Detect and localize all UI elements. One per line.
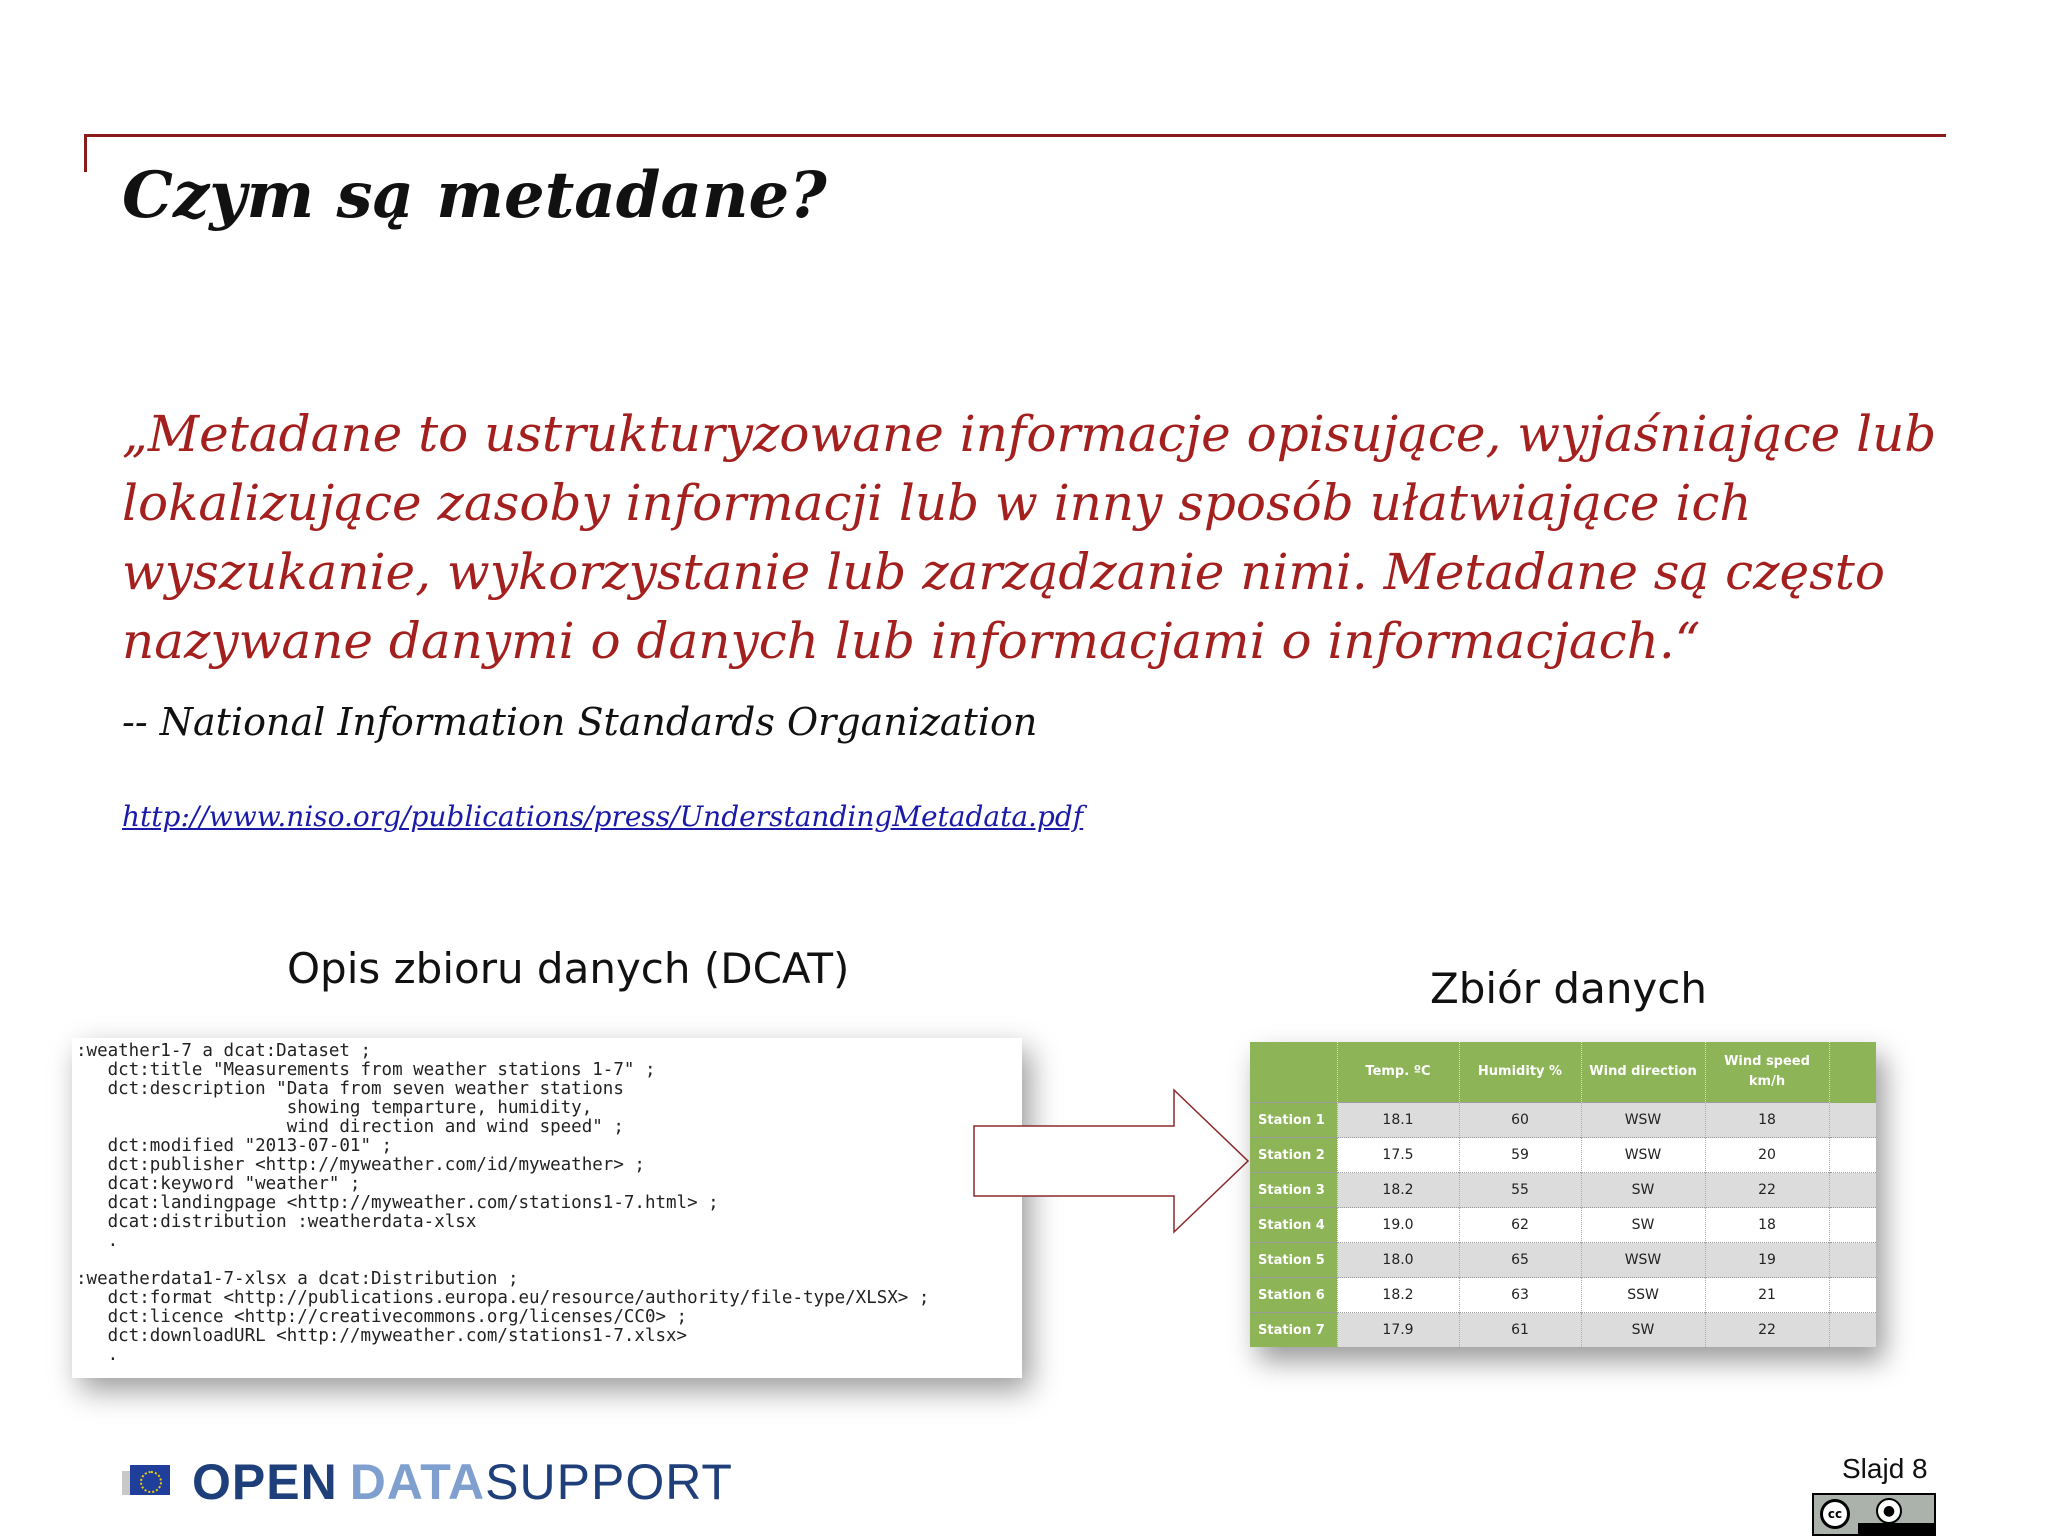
eu-flag-icon [122, 1463, 180, 1501]
table-cell: WSW [1581, 1103, 1705, 1138]
table-cell [1829, 1103, 1876, 1138]
station-cell: Station 4 [1250, 1208, 1337, 1243]
logo-support-text: SUPPORT [485, 1454, 733, 1510]
table-row [1250, 1138, 1876, 1173]
table-row [1250, 1103, 1876, 1138]
column-header: Humidity % [1459, 1042, 1581, 1103]
station-cell: Station 3 [1250, 1173, 1337, 1208]
table-row [1250, 1208, 1876, 1243]
dataset-label: Zbiór danych [1430, 964, 1707, 1013]
table-cell: 60 [1459, 1103, 1581, 1138]
dcat-code-panel [72, 1038, 1022, 1378]
table-cell: 18 [1705, 1103, 1829, 1138]
table-cell: 18.2 [1337, 1173, 1459, 1208]
table-cell: 55 [1459, 1173, 1581, 1208]
table-cell: 18 [1705, 1208, 1829, 1243]
table-cell [1829, 1208, 1876, 1243]
title-rule [84, 134, 1946, 137]
table-row [1250, 1173, 1876, 1208]
table-row [1250, 1278, 1876, 1313]
table-cell: 22 [1705, 1173, 1829, 1208]
by-strip [1858, 1523, 1934, 1534]
cc-by-license-icon [1812, 1493, 1936, 1536]
table-cell: SW [1581, 1208, 1705, 1243]
slide-title: Czym są metadane? [122, 158, 827, 233]
column-header: Wind direction [1581, 1042, 1705, 1103]
dcat-code: :weather1-7 a dcat:Dataset ; dct:title "Measurements from weather stations 1-7" ; dct:description "Data from seven weather stations showing temparture, humidity, wind direction and wind speed" ; dct:modified "2013-07-01" ; dct:publisher <http://myweather.com/id/myweather> ; dcat:keyword "weather" ; dcat:landingpage <http://myweather.com/stations1-7.html> ; dcat:distribution :weatherdata-xlsx . :weatherdata1-7-xlsx a dcat:Distribution ; dct:format <http://publications.europa.eu/resource/authority/file-type/XLSX> ; dct:licence <http://creativecommons.org/licenses/CC0> ; dct:downloadURL <http://myweather.com/stations1-7.xlsx> . [76, 1041, 930, 1365]
source-link[interactable]: http://www.niso.org/publications/press/UnderstandingMetadata.pdf [122, 800, 1084, 833]
station-cell: Station 5 [1250, 1243, 1337, 1278]
table-cell: 19.0 [1337, 1208, 1459, 1243]
open-data-support-logo [122, 1452, 733, 1512]
column-header [1250, 1042, 1337, 1103]
dataset-table [1250, 1042, 1876, 1347]
title-rule-corner [84, 134, 87, 172]
table-cell: 63 [1459, 1278, 1581, 1313]
table-cell [1829, 1313, 1876, 1348]
station-cell: Station 6 [1250, 1278, 1337, 1313]
station-cell: Station 1 [1250, 1103, 1337, 1138]
table-cell: SW [1581, 1313, 1705, 1348]
by-person-icon: ● [1876, 1498, 1902, 1524]
slide-number: Slajd 8 [1842, 1453, 1928, 1484]
table-cell: 19 [1705, 1243, 1829, 1278]
table-cell: 22 [1705, 1313, 1829, 1348]
table-cell: 18.2 [1337, 1278, 1459, 1313]
table-cell [1829, 1138, 1876, 1173]
table-row [1250, 1243, 1876, 1278]
column-header [1829, 1042, 1876, 1103]
table-cell: WSW [1581, 1138, 1705, 1173]
table-cell: SW [1581, 1173, 1705, 1208]
table-cell: 62 [1459, 1208, 1581, 1243]
column-header: Wind speed km/h [1705, 1042, 1829, 1103]
dcat-label: Opis zbioru danych (DCAT) [287, 944, 850, 993]
station-cell: Station 2 [1250, 1138, 1337, 1173]
table-cell: 61 [1459, 1313, 1581, 1348]
table-cell: 18.0 [1337, 1243, 1459, 1278]
quote-author: -- National Information Standards Organization [122, 700, 1038, 744]
table-cell: 21 [1705, 1278, 1829, 1313]
table-cell: 17.9 [1337, 1313, 1459, 1348]
definition-quote: „Metadane to ustrukturyzowane informacje opisujące, wyjaśniające lub lokalizujące zasoby informacji lub w inny sposób ułatwiające ich wyszukanie, wykorzystanie lub zarządzanie nimi. Metadane są często nazywane danymi o danych lub informacjami o informacjach.“ [122, 405, 1937, 670]
table-cell: WSW [1581, 1243, 1705, 1278]
table-cell: 65 [1459, 1243, 1581, 1278]
table-cell: 17.5 [1337, 1138, 1459, 1173]
arrow-right-icon [972, 1088, 1250, 1234]
table-cell [1829, 1173, 1876, 1208]
column-header: Temp. ºC [1337, 1042, 1459, 1103]
logo-open-text: OPEN [192, 1454, 338, 1510]
station-cell: Station 7 [1250, 1313, 1337, 1348]
table-cell: 59 [1459, 1138, 1581, 1173]
cc-icon: cc [1820, 1499, 1850, 1529]
table-header-row [1250, 1042, 1876, 1103]
logo-data-text: DATA [349, 1454, 486, 1510]
table-cell [1829, 1243, 1876, 1278]
dataset-table-panel [1250, 1042, 1876, 1347]
table-cell: 18.1 [1337, 1103, 1459, 1138]
table-cell: 20 [1705, 1138, 1829, 1173]
table-cell: SSW [1581, 1278, 1705, 1313]
table-row [1250, 1313, 1876, 1348]
table-cell [1829, 1278, 1876, 1313]
